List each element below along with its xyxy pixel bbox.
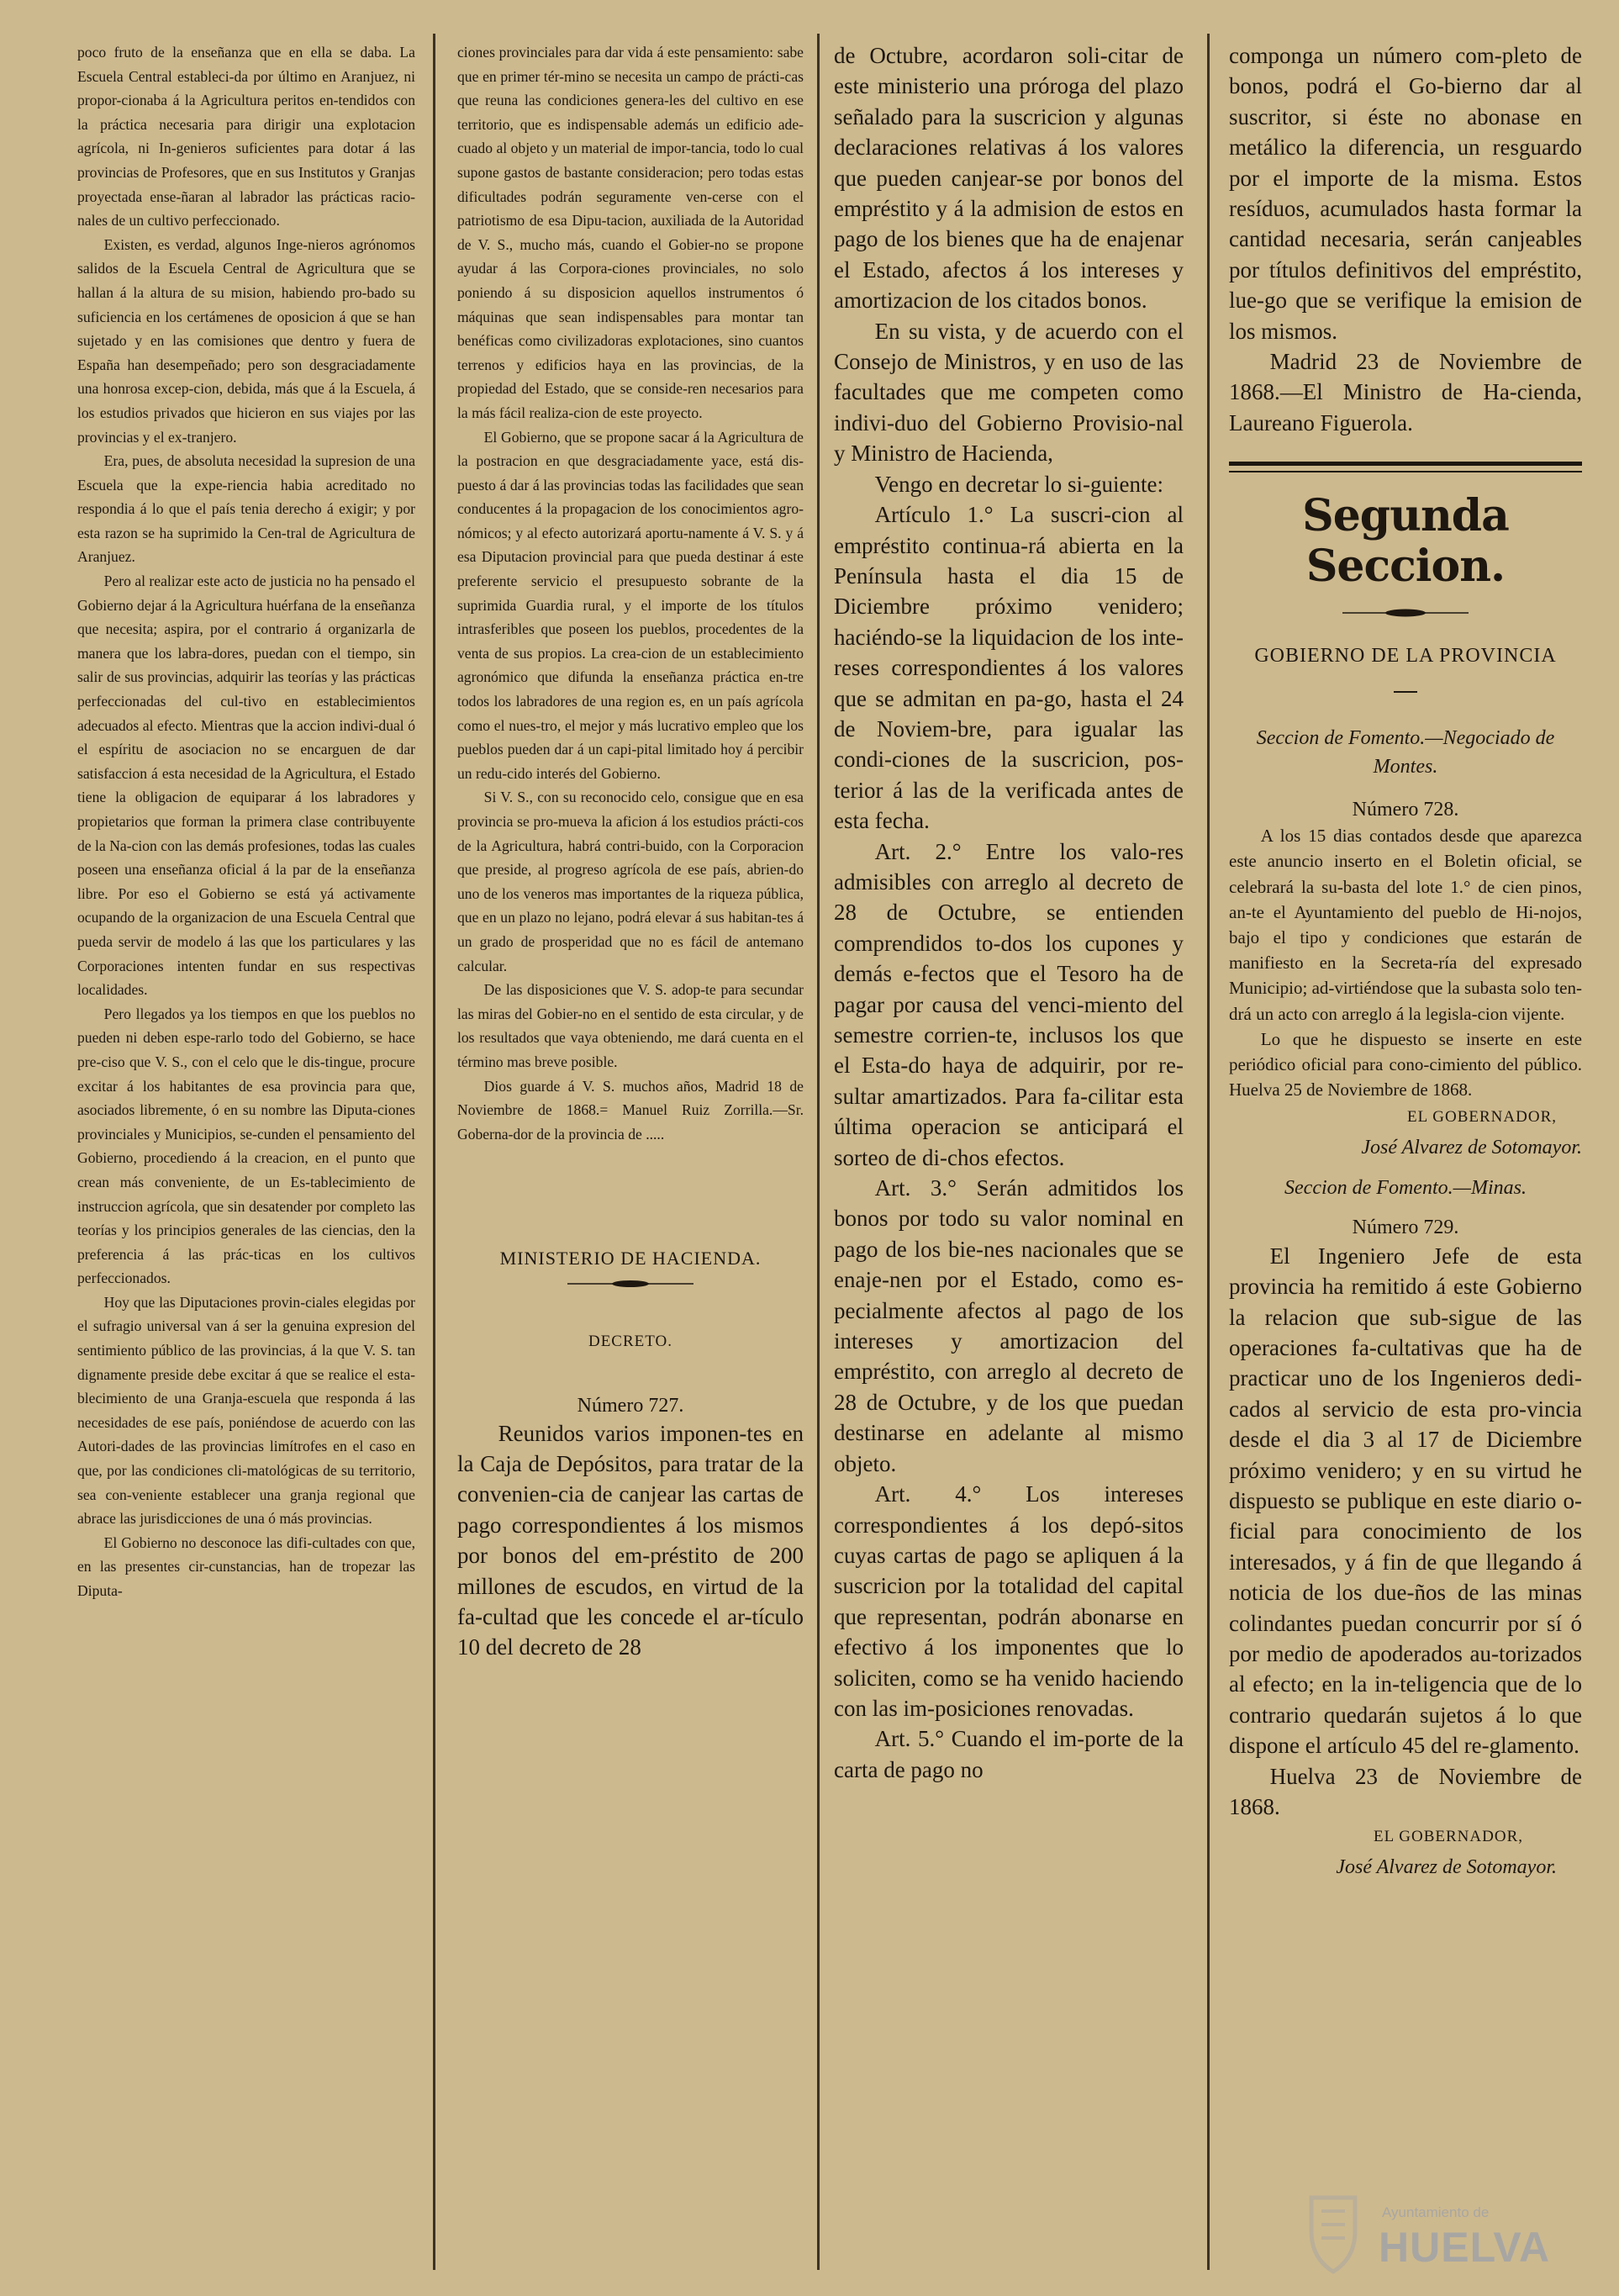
spacer — [457, 1354, 804, 1393]
fomento-heading: Seccion de Fomento.—Negociado de Montes. — [1256, 727, 1555, 779]
column-3 — [834, 40, 1184, 1785]
watermark-small-text: Ayuntamiento de — [1382, 2204, 1490, 2220]
paragraph: Existen, es verdad, algunos Inge-nieros agrónomos salidos de la Escuela Central de Agricultura que se hallan á la altura de su mision, habiendo pro-bado su suficiencia en los certámenes de oposicion á que se han sujetado y en las comisiones que dentro y fuera de España han desempeñado; pero son desgraciadamente una honrosa excep-cion, debida, más que á la Escuela, á los estudios privados que hicieron en sus viajes por las provincias y el ex-tranjero. — [77, 235, 415, 446]
number-heading: Número 728. — [1352, 799, 1459, 821]
paragraph: El Gobierno no desconoce las difi-cultades con que, en las presentes cir-cunstancias, han de tropezar las Diputa- — [77, 1533, 415, 1599]
number-heading: Número 729. — [1352, 1216, 1459, 1238]
column-rule — [1207, 34, 1210, 2270]
number-heading: Número 727. — [577, 1394, 684, 1417]
paragraph: En su vista, y de acuerdo con el Consejo de Ministros, y en uso de las facultades que me competen como indivi-duo del Gobierno Provisio-nal y Ministro de Hacienda, — [834, 318, 1184, 467]
section-rule — [1229, 471, 1582, 472]
column-rule — [433, 34, 435, 2270]
spacer — [1229, 1162, 1582, 1174]
short-dash — [1229, 675, 1582, 705]
ornament-icon — [567, 1278, 693, 1290]
column-rule — [817, 34, 820, 2270]
paragraph: Art. 5.° Cuando el im-porte de la carta de pago no — [834, 1726, 1184, 1782]
paragraph: Art. 4.° Los intereses correspondientes á los depó-sitos cuyas cartas de pago se apliquen á la suscricion por la totalidad del capital que representan, podrán abonarse en efectivo á los imponentes que lo soliciten, como se ha venido haciendo con las im-posiciones renovadas. — [834, 1481, 1184, 1721]
decree-heading: DECRETO. — [588, 1332, 672, 1350]
paragraph: Lo que he dispuesto se inserte en este periódico oficial para cono-cimiento del público. Huelva 25 de Noviembre de 1868. — [1229, 1028, 1582, 1100]
column-2 — [457, 40, 804, 1663]
paragraph: componga un número com-pleto de bonos, podrá el Go-bierno dar al suscritor, si éste no abonase en metálico la diferencia, un resguardo por el importe de la misma. Estos resíduos, acumulados hasta formar la cantidad necesaria, serán canjeables por títulos definitivos del empréstito, lue-go que se verifique la emision de los mismos. — [1229, 43, 1582, 344]
fomento-heading: Seccion de Fomento.—Minas. — [1284, 1176, 1527, 1199]
spacer — [1229, 625, 1582, 641]
paragraph: Dios guarde á V. S. muchos años, Madrid 18 de Noviembre de 1868.= Manuel Ruiz Zorrilla.—Sr. Goberna-dor de la provincia de ..... — [457, 1077, 804, 1143]
ornament-divider — [1229, 600, 1582, 625]
paragraph: ciones provinciales para dar vida á este pensamiento: sabe que en primer tér-mino se necesita un campo de prácti-cas que reuna las condiciones genera-les del cultivo en ese territorio, que es indispensable además un edificio ade-cuado al objeto y un material de impor-tancia, todo lo cual supone gastos de bastante consideracion; pero todas estas dificultades podrán seguramente ven-cerse con el patriotismo de esa Dipu-tacion, auxiliada de la Autoridad de V. S., mucho más, cuando el Gobier-no se propone ayudar á las Corpora-ciones provinciales, no solo poniendo á su disposicion aquellos instrumentos ó máquinas que sean indispensables para montar tan benéficas como civilizadoras explotaciones, sino cuantos terrenos y edificios haya en las provincias, de la propiedad del Estado, que se conside-ren necesarios para la más fácil realiza-cion de este proyecto. — [457, 44, 804, 421]
paragraph: Era, pues, de absoluta necesidad la supresion de una Escuela que la expe-riencia habia acreditado no respondia á lo que el país tenia derecho á exigir; y por esta razon se ha suprimido la Cen-tral de Agricultura de Aranjuez. — [77, 452, 415, 566]
paragraph: poco fruto de la enseñanza que en ella se daba. La Escuela Central estableci-da por último en Aranjuez, ni propor-cionaba á la Agricultura peritos en-tendidos con la práctica necesaria para dirigir una explotacion agrícola, ni In-genieros suficientes para dotar á las provincias de Profesores, que en sus Institutos y Granjas proyectada ense-ñaran al labrador las prácticas racio-nales de un cultivo perfeccionado. — [77, 44, 415, 230]
paragraph: De las disposiciones que V. S. adop-te para secundar las miras del Gobier-no en el sentido de esta circular, y de los resultados que vaya obteniendo, me dará cuenta en el término mas breve posible. — [457, 981, 804, 1070]
governor-name: José Alvarez de Sotomayor. — [1361, 1136, 1582, 1159]
spacer — [1229, 781, 1582, 796]
ornament-icon — [1342, 607, 1469, 619]
paragraph: Pero al realizar este acto de justicia no ha pensado el Gobierno dejar á la Agricultura huérfana de la enseñanza que necesita; aspira, por el contrario á organizarla de manera que los labra-dores, puedan con el tiempo, sin salir de sus provincias, adquirir las teorías y las prácticas perfeccionadas del cul-tivo en establecimientos adecuados al efecto. Mientras que la accion indivi-dual ó el espíritu de asociacion no se encarguen de dar satisfaccion á esta necesidad de la Agricultura, el Estado tiene la obligacion de equiparar á los labradores y propietarios que forman la primera clase contribuyente de la Na-cion con las demás profesiones, todas las cuales poseen una enseñanza oficial á la par de la enseñanza libre. Por eso el Gobierno se está yá activamente ocupando de la organizacion de una Escuela Central que pueda servir de modelo á las que los particulares y las Corporaciones intenten fundar en sus respectivas localidades. — [77, 573, 415, 999]
paragraph: de Octubre, acordaron soli-citar de este ministerio una próroga del plazo señalado para la suscricion y algunas declaraciones relativas á los valores que pueden canjear-se por bonos del empréstito y á la admision de estos en pago de los bienes que ha de enajenar el Estado, afectos á los intereses y amortizacion de los citados bonos. — [834, 43, 1184, 314]
paragraph: A los 15 dias contados desde que aparezca este anuncio inserto en el Boletin oficial, se celebrará la su-basta del lote 1.° de cien pinos, an-te el Ayuntamiento del pueblo de Hi-nojos, bajo el tipo y condiciones que estarán de manifiesto en la Secreta-ría del expresado Municipio; ad-virtiéndose que la subasta solo ten-drá un acto con arreglo á la legisla-cion vijente. — [1229, 826, 1582, 1024]
paragraph: El Gobierno, que se propone sacar á la Agricultura de la postracion en que desgraciadamente yace, está dis-puesto á dar á las provincias todas las facilidades que sean conducentes á la propagacion de los conocimientos agro-nómicos; y al efecto autorizará aportu-namente á V. S. y á esa Diputacion provincial para que pueda destinar á este preferente servicio el presupuesto sobrante de la suprimida Guardia rural, y el importe de los títulos intrasferibles que poseen los pueblos, procedentes de la venta de sus propios. La crea-cion de un establecimiento agronómico que difunda la enseñanza práctica en-tre todos los labradores de una region es, en un país agrícola como el nues-tro, el mejor y más lucrativo empleo que los pueblos pueden dar á un capi-pital limitado hoy á percibir un redu-cido interés del Gobierno. — [457, 428, 804, 782]
spacer — [1229, 715, 1582, 724]
governor-label: EL GOBERNADOR, — [1407, 1108, 1557, 1127]
ornament-divider — [457, 1271, 804, 1296]
governor-name: José Alvarez de Sotomayor. — [1336, 1855, 1557, 1878]
paragraph: Hoy que las Diputaciones provin-ciales elegidas por el sufragio universal van á ser la genuina expresion del sentimiento público de las provincias, á la que V. S. tan dignamente preside debe excitar á que se realice el esta-blecimiento de una Granja-escuela que responda á las necesidades de ese país, poniéndose de acuerdo con las Autori-dades de las provincias limítrofes en el caso en que, por las condiciones cli-matológicas de su territorio, sea con-veniente establecer una granja regional que abrace las jurisdicciones de una ó más provincias. — [77, 1293, 415, 1528]
governor-label: EL GOBERNADOR, — [1374, 1828, 1523, 1846]
paragraph: Art. 2.° Entre los valo-res admisibles con arreglo al decreto de 28 de Octubre, se entienden comprendidos to-dos los cupones y demás e-fectos que el Tesoro ha de pagar por causa del venci-miento del semestre corrien-te, inclusos los que el Esta-do haya de adquirir, por re-sultar amartizados. Para fa-cilitar esta última operacion se anticipará el sorteo de di-chos efectos. — [834, 838, 1184, 1170]
paragraph: Huelva 23 de Noviembre de 1868. — [1229, 1763, 1582, 1820]
government-heading: GOBIERNO DE LA PROVINCIA — [1254, 645, 1557, 668]
paragraph: Pero llegados ya los tiempos en que los pueblos no pueden ni deben espe-rarlo todo del Gobierno, se hace pre-ciso que V. S., con el celo que le dis-tingue, procure excitar á los habitantes de esa provincia para que, asociados libremente, ó en su nombre las Diputa-ciones provinciales y Municipios, se-cunden el pensamiento del Gobierno, procediendo á la creacion, en el punto que crean más conveniente, de un Es-tablecimiento de instruccion agrícola, que sin desatender por completo las teorías y los principios generales de las ciencias, den la preferencia á las prác-ticas en los cultivos perfeccionados. — [77, 1005, 415, 1287]
column-1 — [77, 40, 415, 1603]
ministry-heading: MINISTERIO DE HACIENDA. — [499, 1248, 762, 1269]
paragraph: Madrid 23 de Noviembre de 1868.—El Ministro de Ha-cienda, Laureano Figuerola. — [1229, 349, 1582, 435]
paragraph: Reunidos varios imponen-tes en la Caja de Depósitos, para tratar de la convenien-cia de canjear las cartas de pago correspondientes á los mismos por bonos del em-préstito de 200 millones de escudos, en virtud de la fa-cultad que les concede el ar-tículo 10 del decreto de 28 — [457, 1420, 804, 1660]
spacer — [457, 1296, 804, 1330]
section-title: Segunda Seccion. — [1302, 490, 1509, 593]
paragraph: Artículo 1.° La suscri-cion al empréstito continua-rá abierta en la Península hasta el dia 15 de Diciembre próximo venidero; haciéndo-se la liquidacion de los inte-reses correspondientes á los valores que se admitan en pa-go, hasta el 24 de Noviem-bre, para igualar las condi-ciones de la suscricion, pos-terior á las de la verificada antes de esta fecha. — [834, 502, 1184, 834]
section-rule — [1229, 462, 1582, 466]
spacer — [457, 1146, 804, 1247]
paragraph: Vengo en decretar lo si-guiente: — [874, 471, 1163, 497]
watermark-text: HUELVA — [1379, 2224, 1551, 2271]
column-4 — [1229, 40, 1582, 1882]
paragraph: El Ingeniero Jefe de esta provincia ha remitido á este Gobierno la relacion que sub-sigue de las operaciones fa-cultativas que ha de practicar uno de los Ingenieros dedi-cados al servicio de esta pro-vincia desde el dia 3 al 17 de Diciembre próximo venidero; y en su virtud he dispuesto se publique en este diario o-ficial para conocimiento de los interesados, y á fin de que llegando á noticia de los due-ños de las minas colindantes puedan concurrir por sí ó por medio de apoderados au-torizados al efecto; en la in-teligencia que de lo contrario quedarán sujetos á lo que dispone el artículo 45 del re-glamento. — [1229, 1243, 1582, 1759]
spacer — [1229, 1202, 1582, 1214]
paragraph: Si V. S., con su reconocido celo, consigue que en esa provincia se pro-mueva la aficion á los estudios prácti-cos de la Agricultura, habrá contri-buido, con la Corporacion que preside, al progreso agrícola de ese país, abrien-do uno de los veneros mas importantes de la riqueza pública, que en un plazo no lejano, podrá elevar á sus habitan-tes á un grado de prosperidad que no es fácil de antemano calcular. — [457, 789, 804, 974]
paragraph: Art. 3.° Serán admitidos los bonos por todo su valor nominal en pago de los bie-nes nacionales que se enaje-nen por el Estado, como es-pecialmente afectos al pago de los intereses y amortizacion del empréstito, con arreglo al decreto de 28 de Octubre, y de los que puedan destinarse en adelante al mismo objeto. — [834, 1175, 1184, 1476]
